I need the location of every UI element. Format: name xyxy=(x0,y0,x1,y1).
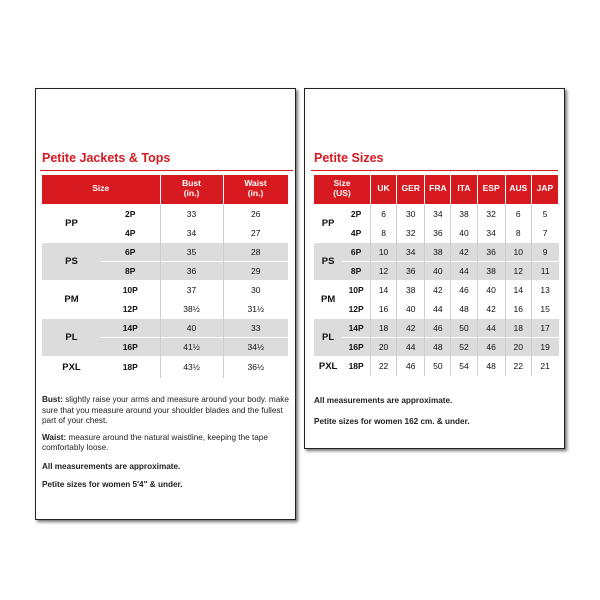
size-value: 54 xyxy=(451,356,477,376)
size-value: 18 xyxy=(505,318,531,337)
bust-value: 37 xyxy=(160,280,223,299)
size-value: 40 xyxy=(477,280,505,299)
bust-value: 33 xyxy=(160,204,223,223)
size-value: 5 xyxy=(531,204,558,223)
size-value: 6 xyxy=(505,204,531,223)
table-row xyxy=(314,356,559,376)
size-value: 17 xyxy=(531,318,558,337)
size-value: 50 xyxy=(425,356,451,376)
size-value: 8 xyxy=(371,223,397,242)
petite-note: Petite sizes for women 162 cm. & under. xyxy=(314,416,470,426)
size-group-label: PXL xyxy=(314,356,342,376)
size-value: 10 xyxy=(505,242,531,261)
title-divider xyxy=(311,170,558,171)
size-group-label: PL xyxy=(42,318,101,356)
size-code: 4P xyxy=(342,223,370,242)
card-title: Petite Sizes xyxy=(314,151,384,165)
size-value: 46 xyxy=(397,356,425,376)
bust-value: 43½ xyxy=(160,356,223,378)
table-row xyxy=(314,261,559,280)
table-row xyxy=(42,318,288,337)
waist-note-text: measure around the natural waistline, keeping the tape comfortably loose. xyxy=(42,432,268,452)
size-value: 34 xyxy=(425,204,451,223)
waist-note xyxy=(42,433,290,454)
petite-jackets-tops-card xyxy=(35,88,296,520)
size-value: 40 xyxy=(397,299,425,318)
measurement-notes xyxy=(42,395,290,497)
size-value: 34 xyxy=(477,223,505,242)
table-row xyxy=(314,318,559,337)
table-row xyxy=(42,280,288,299)
size-value: 18 xyxy=(371,318,397,337)
size-group-label: PS xyxy=(314,242,342,280)
size-value: 38 xyxy=(425,242,451,261)
table-header-row xyxy=(42,175,288,204)
size-value: 36 xyxy=(425,223,451,242)
waist-value: 26 xyxy=(223,204,288,223)
size-code: 14P xyxy=(101,318,160,337)
size-value: 10 xyxy=(371,242,397,261)
size-code: 2P xyxy=(101,204,160,223)
international-size-table xyxy=(314,175,559,376)
size-value: 48 xyxy=(425,337,451,356)
size-value: 12 xyxy=(505,261,531,280)
size-value: 36 xyxy=(477,242,505,261)
size-value: 46 xyxy=(477,337,505,356)
bust-note-label: Bust: xyxy=(42,395,63,404)
country-header-fra: FRA xyxy=(425,175,451,204)
size-value: 40 xyxy=(451,223,477,242)
country-header-ger: GER xyxy=(397,175,425,204)
size-code: 4P xyxy=(101,223,160,242)
size-value: 46 xyxy=(451,280,477,299)
size-value: 42 xyxy=(451,242,477,261)
waist-value: 34½ xyxy=(223,337,288,356)
size-code: 8P xyxy=(101,261,160,280)
bust-value: 34 xyxy=(160,223,223,242)
waist-header: Waist (in.) xyxy=(223,175,288,204)
size-code: 10P xyxy=(101,280,160,299)
size-code: 18P xyxy=(101,356,160,378)
size-value: 36 xyxy=(397,261,425,280)
size-value: 32 xyxy=(397,223,425,242)
size-value: 32 xyxy=(477,204,505,223)
size-value: 7 xyxy=(531,223,558,242)
size-value: 34 xyxy=(397,242,425,261)
table-row xyxy=(314,280,559,299)
size-code: 2P xyxy=(342,204,370,223)
size-group-label: PXL xyxy=(42,356,101,378)
size-value: 38 xyxy=(397,280,425,299)
waist-value: 28 xyxy=(223,242,288,261)
table-row xyxy=(314,337,559,356)
waist-value: 33 xyxy=(223,318,288,337)
waist-value: 29 xyxy=(223,261,288,280)
size-group-label: PS xyxy=(42,242,101,280)
size-us-header: Size (US) xyxy=(314,175,371,204)
size-group-label: PM xyxy=(42,280,101,318)
bust-value: 38½ xyxy=(160,299,223,318)
size-value: 20 xyxy=(505,337,531,356)
size-value: 14 xyxy=(505,280,531,299)
bust-value: 40 xyxy=(160,318,223,337)
country-header-aus: AUS xyxy=(505,175,531,204)
size-group-label: PP xyxy=(42,204,101,242)
jackets-size-table xyxy=(42,175,289,378)
size-code: 16P xyxy=(342,337,370,356)
bust-note-text: slightly raise your arms and measure around your body. make sure that you measure around your shoulder blades and the fullest part of your chest. xyxy=(42,395,289,425)
table-row xyxy=(314,223,559,242)
size-value: 42 xyxy=(397,318,425,337)
size-header: Size xyxy=(42,175,160,204)
size-value: 6 xyxy=(371,204,397,223)
table-row xyxy=(314,299,559,318)
waist-note-label: Waist: xyxy=(42,432,67,442)
size-notes xyxy=(314,396,554,437)
country-header-uk: UK xyxy=(371,175,397,204)
size-code: 14P xyxy=(342,318,370,337)
size-value: 12 xyxy=(371,261,397,280)
size-value: 14 xyxy=(371,280,397,299)
size-code: 12P xyxy=(101,299,160,318)
bust-value: 35 xyxy=(160,242,223,261)
size-value: 42 xyxy=(425,280,451,299)
size-value: 38 xyxy=(477,261,505,280)
approx-note: All measurements are approximate. xyxy=(314,396,453,405)
size-value: 44 xyxy=(397,337,425,356)
size-value: 22 xyxy=(371,356,397,376)
size-value: 44 xyxy=(425,299,451,318)
size-value: 50 xyxy=(451,318,477,337)
country-header-esp: ESP xyxy=(477,175,505,204)
size-value: 40 xyxy=(425,261,451,280)
table-row xyxy=(42,242,288,261)
size-group-label: PL xyxy=(314,318,342,356)
size-value: 38 xyxy=(451,204,477,223)
bust-header: Bust (in.) xyxy=(160,175,223,204)
size-code: 12P xyxy=(342,299,370,318)
waist-value: 36½ xyxy=(223,356,288,378)
size-value: 46 xyxy=(425,318,451,337)
size-code: 6P xyxy=(101,242,160,261)
petite-note: Petite sizes for women 5'4" & under. xyxy=(42,480,183,489)
size-value: 21 xyxy=(531,356,558,376)
size-value: 52 xyxy=(451,337,477,356)
size-value: 42 xyxy=(477,299,505,318)
table-row xyxy=(42,204,288,223)
table-row xyxy=(314,242,559,261)
size-value: 48 xyxy=(477,356,505,376)
size-value: 22 xyxy=(505,356,531,376)
size-value: 8 xyxy=(505,223,531,242)
size-code: 18P xyxy=(342,356,370,376)
size-value: 48 xyxy=(451,299,477,318)
table-row xyxy=(42,356,288,378)
approx-note: All measurements are approximate. xyxy=(42,461,181,471)
size-value: 9 xyxy=(531,242,558,261)
size-group-label: PM xyxy=(314,280,342,318)
size-group-label: PP xyxy=(314,204,342,242)
size-value: 44 xyxy=(477,318,505,337)
size-code: 16P xyxy=(101,337,160,356)
size-value: 19 xyxy=(531,337,558,356)
size-value: 15 xyxy=(531,299,558,318)
size-code: 10P xyxy=(342,280,370,299)
size-value: 44 xyxy=(451,261,477,280)
bust-value: 41½ xyxy=(160,337,223,356)
size-value: 11 xyxy=(531,261,558,280)
size-value: 13 xyxy=(531,280,558,299)
petite-sizes-card xyxy=(304,88,565,449)
size-value: 16 xyxy=(371,299,397,318)
size-code: 8P xyxy=(342,261,370,280)
waist-value: 31½ xyxy=(223,299,288,318)
country-header-ita: ITA xyxy=(451,175,477,204)
title-divider xyxy=(40,170,293,171)
size-value: 20 xyxy=(371,337,397,356)
size-code: 6P xyxy=(342,242,370,261)
country-header-jap: JAP xyxy=(531,175,558,204)
bust-value: 36 xyxy=(160,261,223,280)
waist-value: 27 xyxy=(223,223,288,242)
waist-value: 30 xyxy=(223,280,288,299)
table-header-row xyxy=(314,175,559,204)
size-value: 30 xyxy=(397,204,425,223)
bust-note xyxy=(42,395,290,427)
size-value: 16 xyxy=(505,299,531,318)
card-title: Petite Jackets & Tops xyxy=(42,151,171,165)
table-row xyxy=(314,204,559,223)
